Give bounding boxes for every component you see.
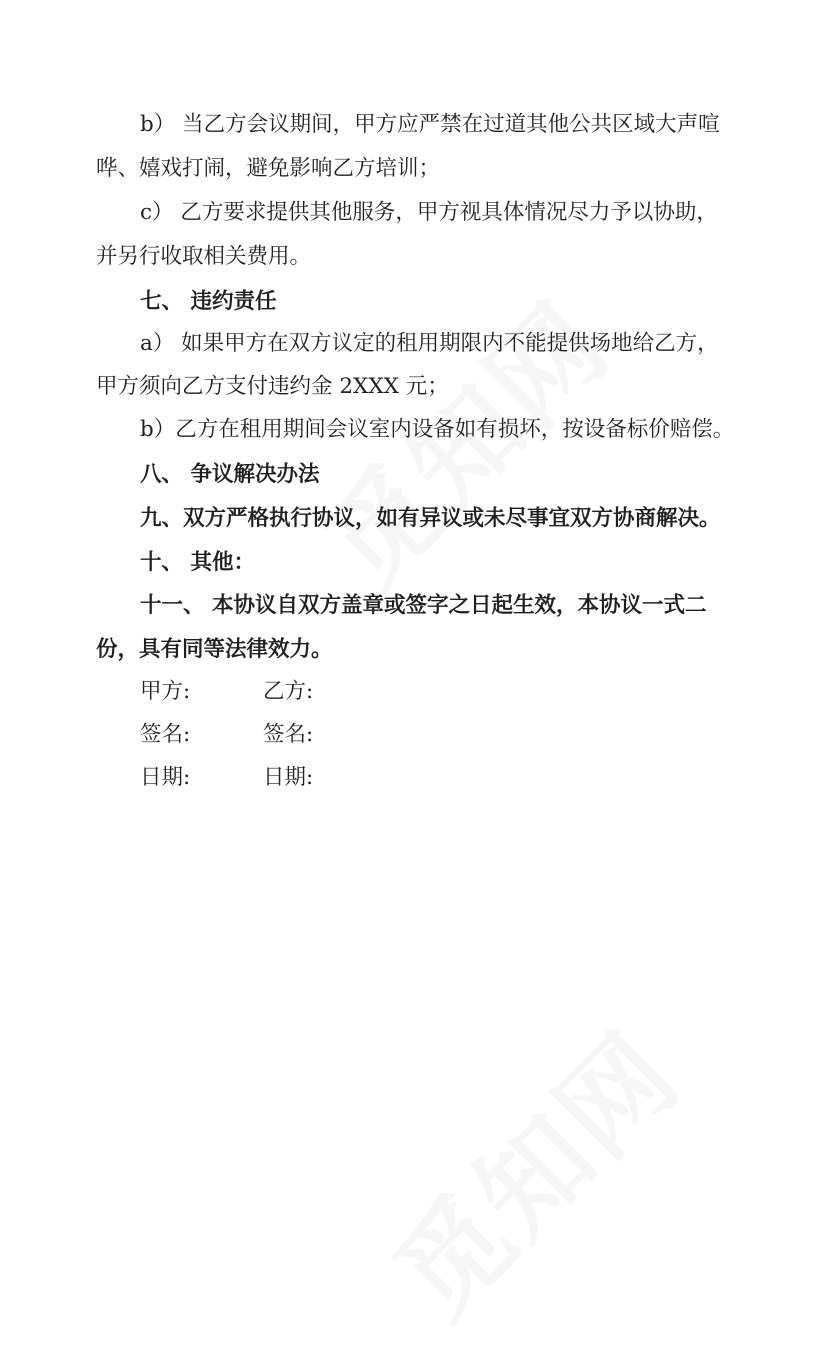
clause-b-line-2: 哗、嬉戏打闹，避免影响乙方培训；	[96, 156, 441, 181]
section-heading-liability: 七、 违约责任	[140, 289, 277, 314]
party-a-label: 甲方:	[140, 679, 191, 704]
section-heading-dispute: 八、 争议解决办法	[140, 462, 320, 487]
party-b-label: 乙方:	[263, 679, 314, 704]
section-eleven-line-1: 十一、 本协议自双方盖章或签字之日起生效，本协议一式二	[140, 593, 707, 618]
signature-a-label: 签名:	[140, 722, 191, 747]
section-nine: 九、双方严格执行协议，如有异议或未尽事宜双方协商解决。	[140, 506, 721, 531]
clause-b-line-1: b） 当乙方会议期间，甲方应严禁在过道其他公共区域大声喧	[140, 112, 720, 137]
signature-b-label: 签名:	[263, 722, 314, 747]
clause-c-line-1: c） 乙方要求提供其他服务，甲方视具体情况尽力予以协助，	[140, 200, 718, 225]
liability-a-line-2: 甲方须向乙方支付违约金 2XXX 元；	[96, 374, 449, 399]
date-a-label: 日期:	[140, 765, 191, 790]
clause-c-line-2: 并另行收取相关费用。	[96, 244, 312, 269]
section-heading-other: 十、 其他：	[140, 550, 255, 575]
date-b-label: 日期:	[263, 765, 314, 790]
liability-a-line-1: a） 如果甲方在双方议定的租用期限内不能提供场地给乙方，	[140, 331, 719, 356]
liability-b-line: b）乙方在租用期间会议室内设备如有损坏，按设备标价赔偿。	[140, 417, 735, 442]
section-eleven-line-2: 份，具有同等法律效力。	[96, 637, 333, 662]
